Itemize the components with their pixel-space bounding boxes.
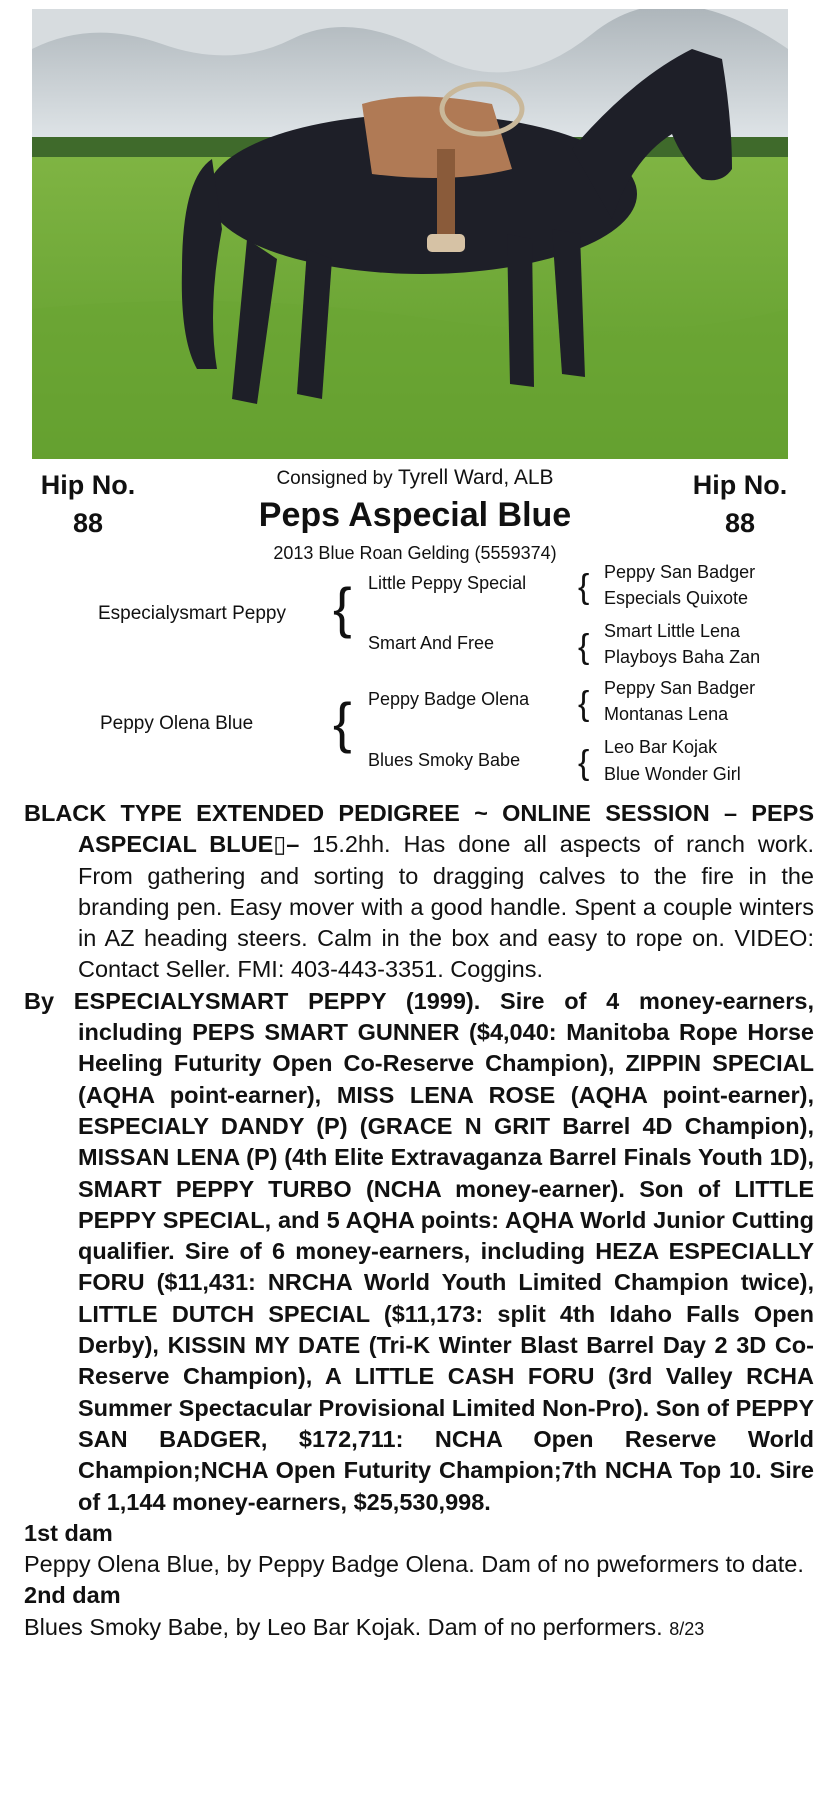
pedigree-ds-sire: Peppy San Badger xyxy=(604,678,756,698)
hip-value: 88 xyxy=(72,508,104,538)
second-dam-label: 2nd dam xyxy=(24,1582,121,1609)
hip-number-right xyxy=(680,466,800,542)
pedigree-sd-dam: Playboys Baha Zan xyxy=(604,647,761,667)
catalog-code: 8/23 xyxy=(669,1618,705,1639)
pedigree-dam: Peppy Olena Blue xyxy=(100,713,254,734)
hip-number-left xyxy=(28,466,148,542)
pedigree-sire-dam: Smart And Free xyxy=(368,633,495,653)
pedigree-dd-sire: Leo Bar Kojak xyxy=(604,737,718,757)
pedigree-ds-dam: Montanas Lena xyxy=(604,704,729,724)
consigned-prefix: Consigned by xyxy=(276,468,393,489)
pedigree-brace: { xyxy=(578,628,590,666)
hip-value: 88 xyxy=(724,508,756,538)
hip-label: Hip No. xyxy=(40,470,136,500)
first-dam-text: Peppy Olena Blue, by Peppy Badge Olena. Dam of no pweformers to date. xyxy=(24,1551,804,1578)
pedigree-brace: { xyxy=(578,568,590,606)
pedigree-dd-dam: Blue Wonder Girl xyxy=(604,764,741,784)
pedigree-brace: { xyxy=(333,576,352,639)
pedigree-brace: { xyxy=(333,691,352,754)
pedigree-sire: Especialysmart Peppy xyxy=(98,603,286,624)
pedigree-brace: { xyxy=(578,685,590,723)
horse-photo-illustration xyxy=(32,9,788,459)
consignor-name: Tyrell Ward, ALB xyxy=(397,466,554,489)
notes-heading: BLACK TYPE EXTENDED PEDIGREE ~ ONLINE SESSION – PEPS ASPECIAL BLUE▯– xyxy=(24,800,814,858)
pedigree-sire-sire: Little Peppy Special xyxy=(368,573,527,593)
consigned-line xyxy=(200,466,630,490)
pedigree-ss-sire: Peppy San Badger xyxy=(604,562,756,582)
sire-paragraph: By ESPECIALYSMART PEPPY (1999). Sire of 4 money-earners, including PEPS SMART GUNNER ($4,040: Manitoba Rope Horse Heeling Futurity Open Co-Reserve Champion), ZIPPIN SPECIAL (AQHA point-earner), MISS LENA ROSE (AQHA point-earner), ESPECIALY DANDY (P) (GRACE N GRIT Barrel 4D Champion), MISSAN LENA (P) (4th Elite Extravaganza Barrel Finals Youth 1D), SMART PEPPY TURBO (NCHA money-earner). Son of LITTLE PEPPY SPECIAL, and 5 AQHA points: AQHA World Junior Cutting qualifier. Sire of 6 money-earners, including HEZA ESPECIALLY FORU ($11,431: NRCHA World Youth Limited Champion twice), LITTLE DUTCH SPECIAL ($11,173: split 4th Idaho Falls Open Derby), KISSIN MY DATE (Tri-K Winter Blast Barrel Day 2 3D Co-Reserve Champion), A LITTLE CASH FORU (3rd Valley RCHA Summer Spectacular Provisional Limited Non-Pro). Son of PEPPY SAN BADGER, $172,711: NCHA Open Reserve World Champion;NCHA Open Futurity Champion;7th NCHA Top 10. Sire of 1,144 money-earners, $25,530,998. xyxy=(24,987,814,1515)
pedigree-dam-sire: Peppy Badge Olena xyxy=(368,689,530,709)
horse-description: 2013 Blue Roan Gelding (5559374) xyxy=(273,543,557,563)
horse-name: Peps Aspecial Blue xyxy=(258,496,572,534)
hip-label: Hip No. xyxy=(692,470,788,500)
notes-paragraph xyxy=(24,798,814,986)
pedigree-brace: { xyxy=(578,744,590,782)
pedigree-sd-sire: Smart Little Lena xyxy=(604,621,741,641)
horse-photo xyxy=(32,9,788,459)
notes-text: 15.2hh. Has done all aspects of ranch work. From gathering and sorting to dragging calves to the fire in the branding pen. Easy mover with a good handle. Spent a couple winters in AZ heading steers. Calm in the box and easy to rope on. VIDEO: Contact Seller. FMI: 403-443-3351. Coggins. xyxy=(78,831,814,983)
pedigree-ss-dam: Especials Quixote xyxy=(604,588,749,608)
pedigree-dam-dam: Blues Smoky Babe xyxy=(368,750,521,770)
second-dam-text: Blues Smoky Babe, by Leo Bar Kojak. Dam of no performers. xyxy=(24,1613,663,1640)
first-dam-label: 1st dam xyxy=(24,1519,113,1546)
catalog-body xyxy=(24,798,814,1645)
second-dam-line xyxy=(24,1612,814,1645)
